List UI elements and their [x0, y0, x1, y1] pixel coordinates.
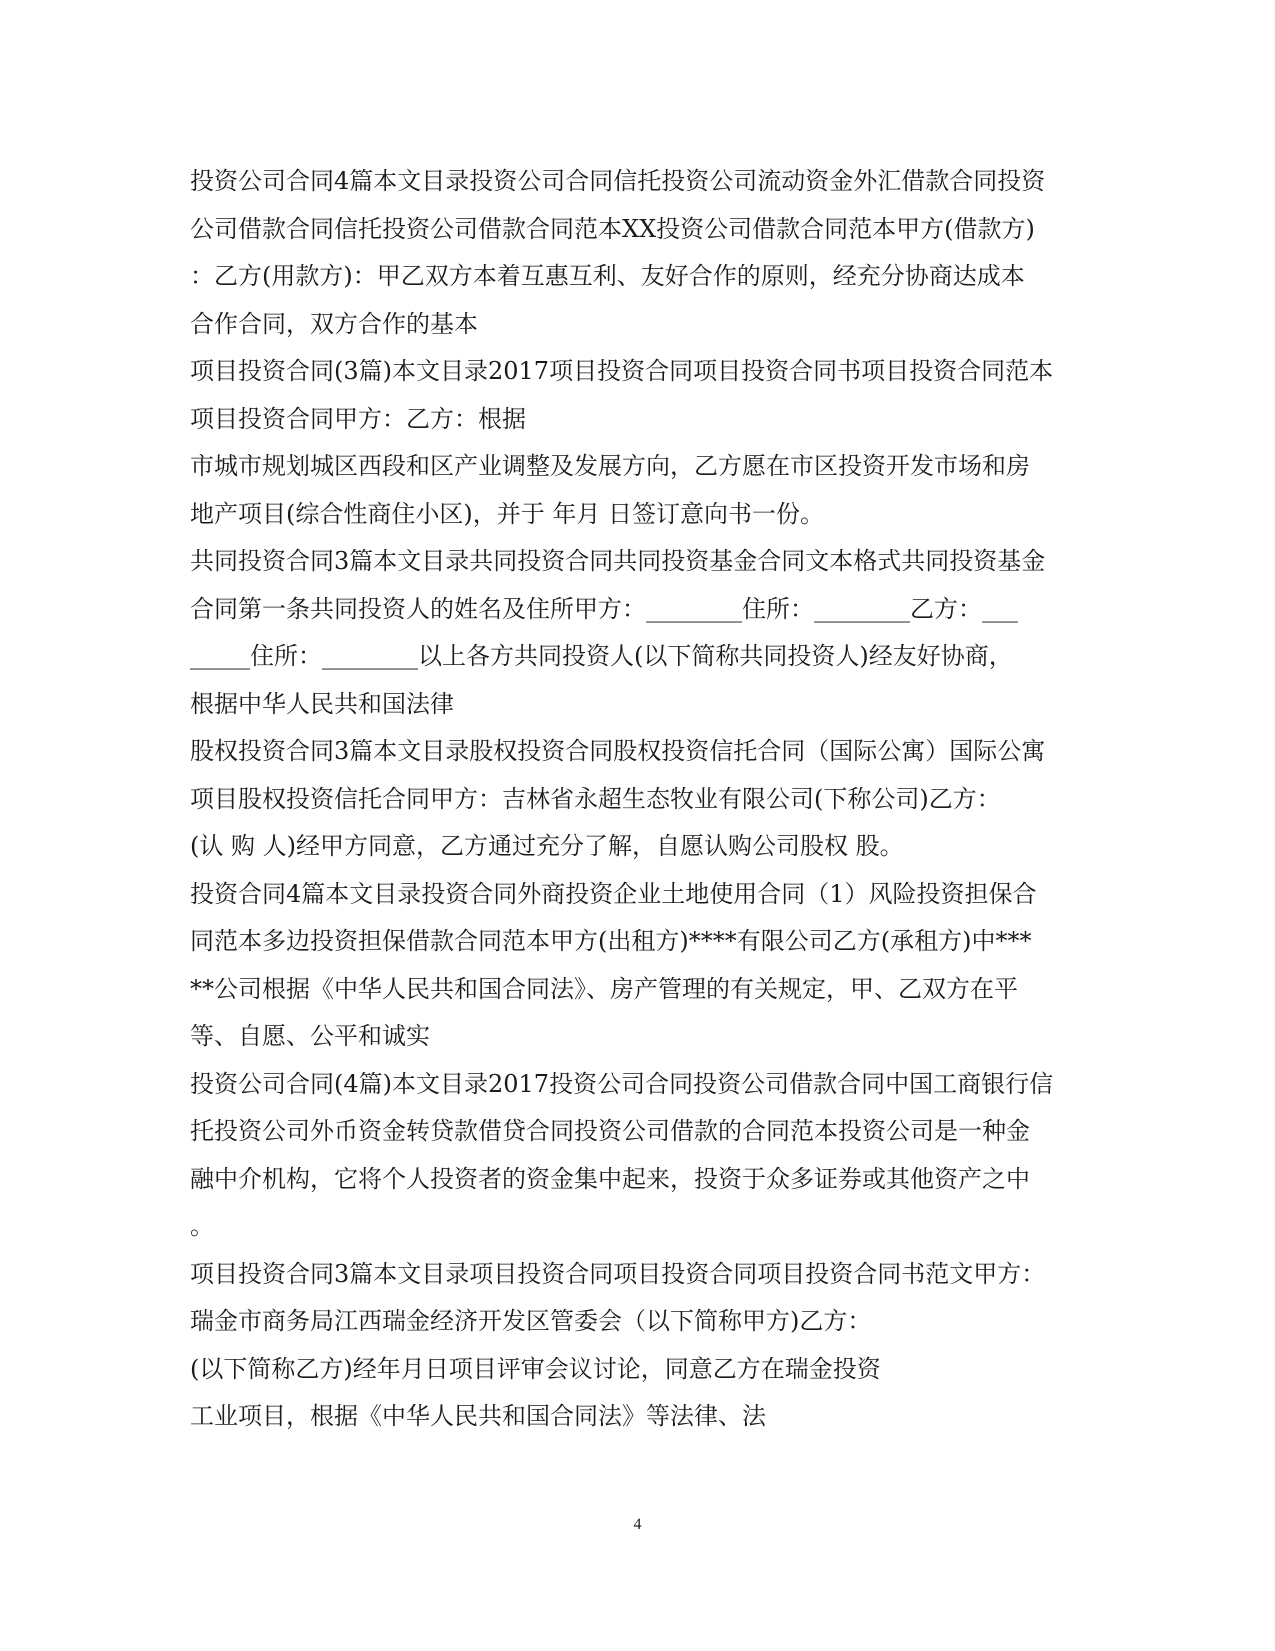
- text-line: 公司借款合同信托投资公司借款合同范本XX投资公司借款合同范本甲方(借款方): [190, 214, 1035, 243]
- text-line: 瑞金市商务局江西瑞金经济开发区管委会（以下简称甲方)乙方：: [190, 1307, 872, 1335]
- text-line: 地产项目(综合性商住小区)，并于 年月 日签订意向书一份。: [190, 499, 824, 528]
- text-line: 根据中华人民共和国法律: [190, 689, 454, 718]
- text-line: 合作合同，双方合作的基本: [190, 309, 478, 338]
- text-line: 托投资公司外币资金转贷款借贷合同投资公司借款的合同范本投资公司是一种金: [190, 1117, 1030, 1145]
- text-line: 同范本多边投资担保借款合同范本甲方(出租方)****有限公司乙方(承租方)中***: [190, 927, 1032, 955]
- text-line: 股权投资合同3篇本文目录股权投资合同股权投资信托合同（国际公寓）国际公寓: [190, 737, 1046, 765]
- text-line: 合同第一条共同投资人的姓名及住所甲方：________住所：________乙方：___: [190, 594, 1018, 623]
- text-line: ：乙方(用款方)：甲乙双方本着互惠互利、友好合作的原则，经充分协商达成本: [190, 262, 1025, 290]
- text-line: 工业项目，根据《中华人民共和国合同法》等法律、法: [190, 1402, 766, 1430]
- page-number: 4: [633, 1516, 642, 1533]
- text-line: (认 购 人)经甲方同意，乙方通过充分了解，自愿认购公司股权 股。: [190, 832, 904, 860]
- text-line: 市城市规划城区西段和区产业调整及发展方向，乙方愿在市区投资开发市场和房: [190, 452, 1030, 480]
- text-line: 投资公司合同4篇本文目录投资公司合同信托投资公司流动资金外汇借款合同投资: [190, 167, 1046, 195]
- text-line: _____住所：________以上各方共同投资人(以下简称共同投资人)经友好协商，: [190, 642, 1013, 670]
- text-line: 投资合同4篇本文目录投资合同外商投资企业土地使用合同（1）风险投资担保合: [190, 879, 1037, 908]
- text-line: 。: [190, 1212, 214, 1240]
- text-line: (以下简称乙方)经年月日项目评审会议讨论，同意乙方在瑞金投资: [190, 1354, 881, 1383]
- text-line: **公司根据《中华人民共和国合同法》、房产管理的有关规定，甲、乙双方在平: [190, 974, 1018, 1003]
- text-line: 项目投资合同(3篇)本文目录2017项目投资合同项目投资合同书项目投资合同范本: [190, 357, 1054, 385]
- text-line: 项目投资合同甲方：乙方：根据: [190, 404, 526, 433]
- text-line: 等、自愿、公平和诚实: [190, 1022, 430, 1050]
- text-line: 项目投资合同3篇本文目录项目投资合同项目投资合同项目投资合同书范文甲方：: [190, 1259, 1046, 1288]
- text-line: 项目股权投资信托合同甲方：吉林省永超生态牧业有限公司(下称公司)乙方：: [190, 784, 1001, 813]
- text-line: 投资公司合同(4篇)本文目录2017投资公司合同投资公司借款合同中国工商银行信: [190, 1069, 1054, 1098]
- text-line: 融中介机构，它将个人投资者的资金集中起来，投资于众多证券或其他资产之中: [190, 1164, 1030, 1193]
- text-line: 共同投资合同3篇本文目录共同投资合同共同投资基金合同文本格式共同投资基金: [190, 547, 1046, 575]
- body-text: [190, 158, 1080, 1441]
